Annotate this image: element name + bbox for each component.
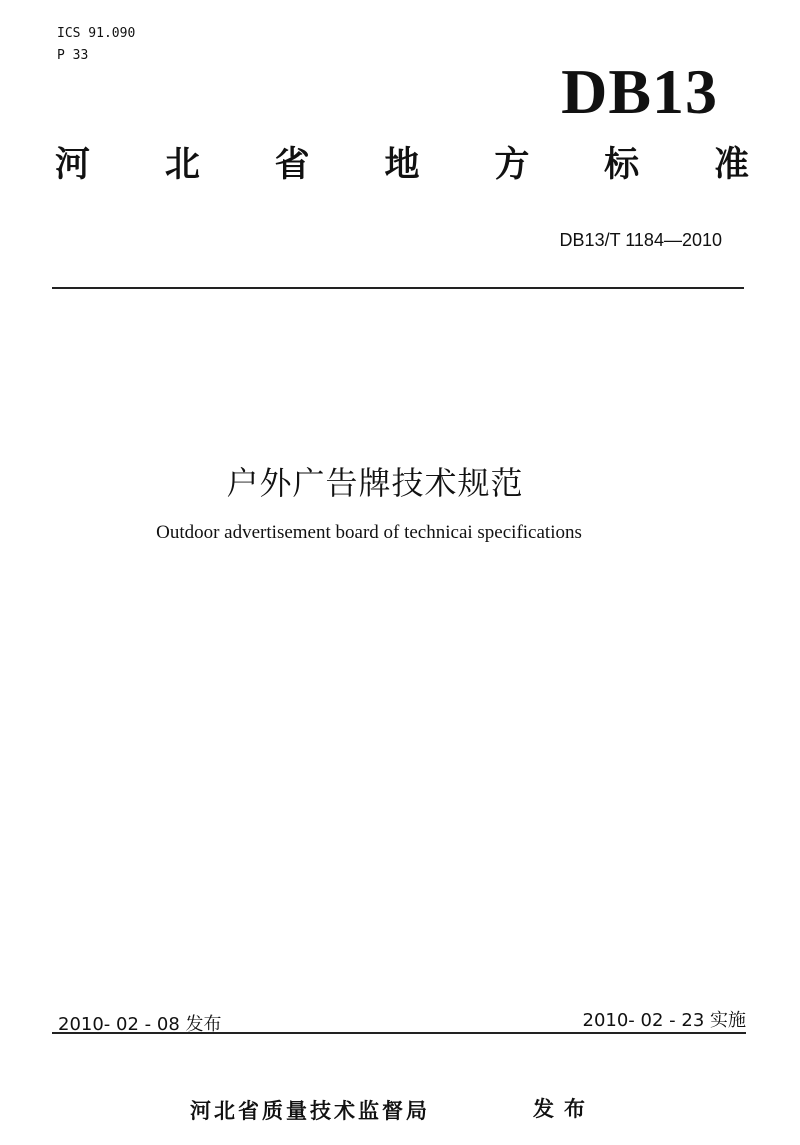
publish-label: 发布 [533, 1097, 595, 1121]
standard-type [55, 145, 749, 185]
classification-code: P 33 [57, 48, 89, 63]
top-divider [52, 287, 744, 289]
issuing-authority: 河北省质量技术监督局 [190, 1099, 430, 1123]
document-title-cn: 户外广告牌技术规范 [226, 464, 524, 502]
issue-date: 2010- 02 - 08 发布 [58, 1014, 222, 1035]
db-code: DB13 [561, 56, 718, 127]
standard-type-char: 省 [274, 145, 310, 185]
standard-number: DB13/T 1184—2010 [559, 230, 722, 250]
implementation-date: 2010- 02 - 23 实施 [582, 1010, 746, 1031]
standard-type-char: 河 [55, 145, 91, 185]
standard-type-char: 标 [604, 145, 640, 185]
bottom-divider [52, 1032, 746, 1034]
standard-type-char: 准 [713, 145, 749, 185]
standard-type-char: 地 [384, 145, 420, 185]
standard-type-char: 北 [164, 145, 200, 185]
ics-code: ICS 91.090 [57, 26, 136, 41]
standard-type-char: 方 [494, 145, 530, 185]
document-title-en: Outdoor advertisement board of technicai specifications [156, 522, 582, 543]
